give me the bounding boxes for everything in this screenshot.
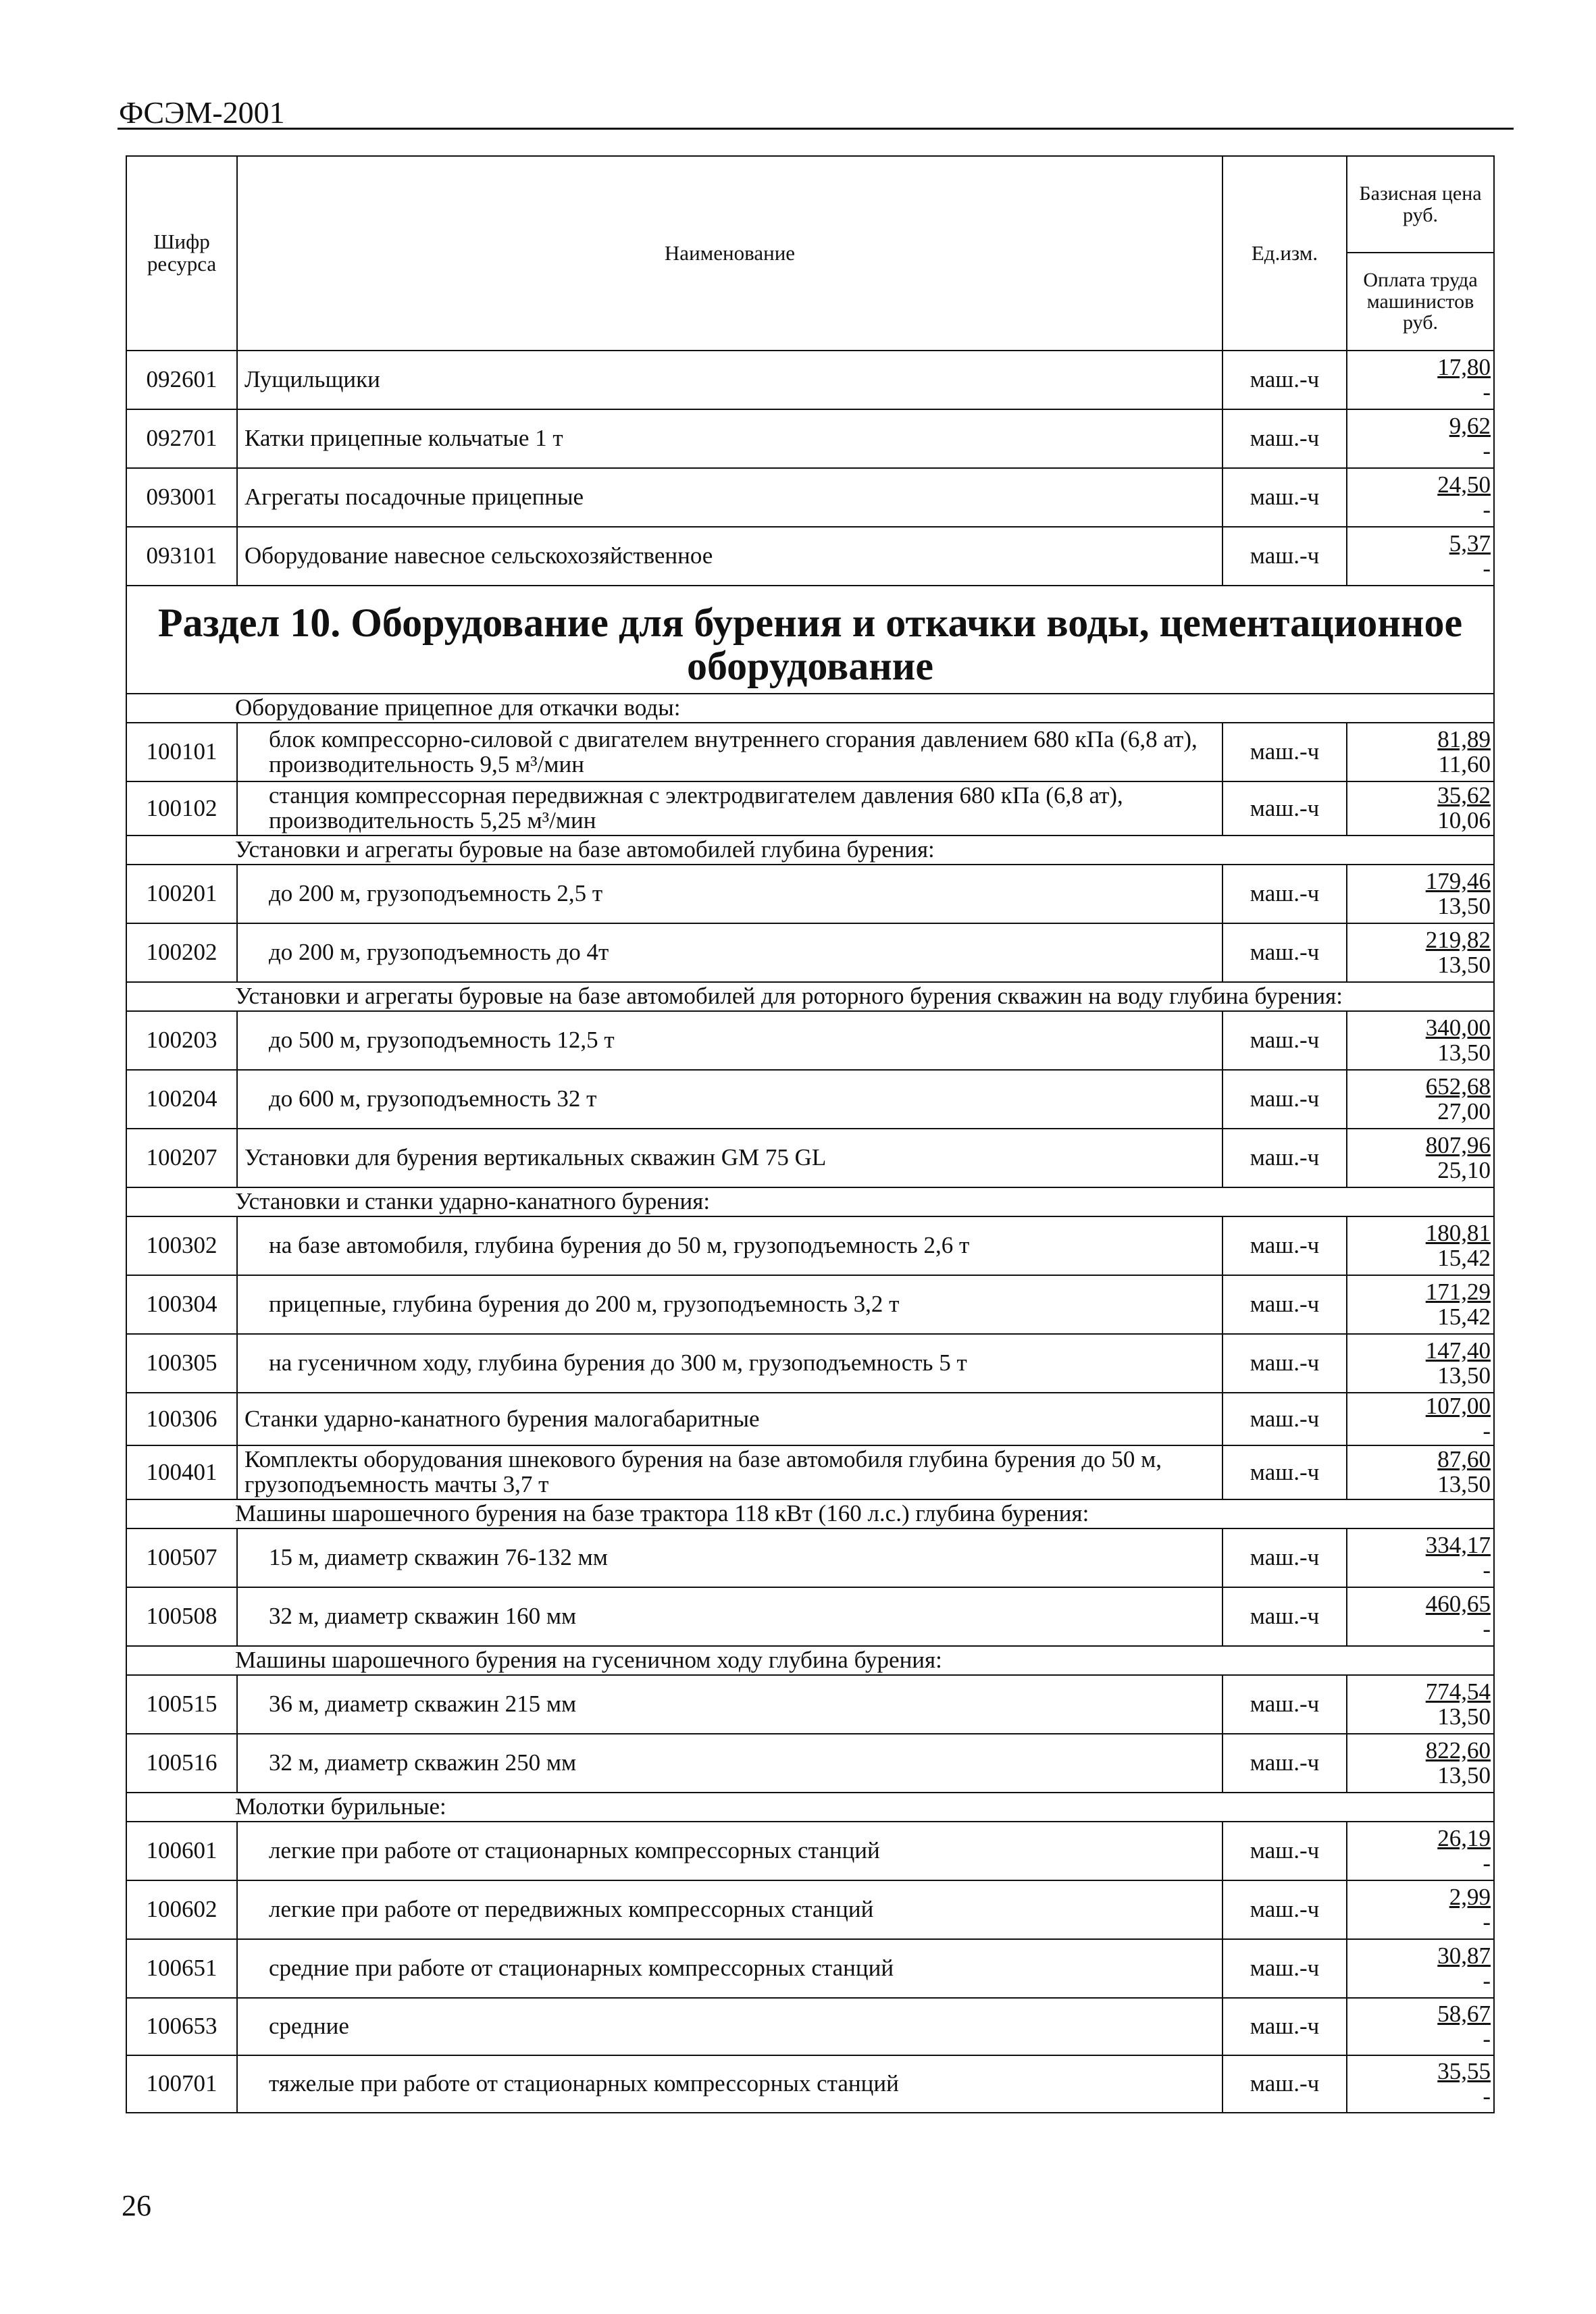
base-price: 460,65 — [1425, 1590, 1491, 1617]
base-price: 26,19 — [1437, 1824, 1491, 1851]
unit: маш.-ч — [1222, 1880, 1347, 1939]
unit: маш.-ч — [1222, 468, 1347, 527]
price-cell — [1347, 865, 1494, 923]
unit: маш.-ч — [1222, 2055, 1347, 2113]
resource-code: 100601 — [126, 1822, 237, 1880]
base-price: 107,00 — [1425, 1393, 1491, 1420]
table-row — [126, 1445, 1494, 1499]
price-cell — [1347, 1129, 1494, 1187]
unit: маш.-ч — [1222, 1011, 1347, 1070]
resource-name: Лущильщики — [237, 351, 1222, 409]
base-price: 30,87 — [1437, 1942, 1491, 1969]
table-row — [126, 1011, 1494, 1070]
resource-code: 100302 — [126, 1216, 237, 1275]
unit: маш.-ч — [1222, 527, 1347, 586]
operator-pay: 13,50 — [1437, 892, 1491, 919]
table-row — [126, 1675, 1494, 1734]
unit: маш.-ч — [1222, 1393, 1347, 1445]
resource-code: 093001 — [126, 468, 237, 527]
price-cell — [1347, 1822, 1494, 1880]
resource-code: 092601 — [126, 351, 237, 409]
resource-code: 100201 — [126, 865, 237, 923]
resource-code: 100701 — [126, 2055, 237, 2113]
table-row — [126, 1393, 1494, 1445]
unit: маш.-ч — [1222, 1998, 1347, 2055]
unit: маш.-ч — [1222, 351, 1347, 409]
base-price: 334,17 — [1425, 1531, 1491, 1558]
operator-pay: - — [1483, 1556, 1491, 1583]
resource-code: 100508 — [126, 1587, 237, 1646]
resource-name: легкие при работе от стационарных компрессорных станций — [237, 1822, 1222, 1880]
operator-pay: 10,06 — [1437, 807, 1491, 833]
price-cell — [1347, 1393, 1494, 1445]
group-title: Установки и агрегаты буровые на базе автомобилей для роторного бурения скважин на воду глубина бурения: — [126, 982, 1494, 1011]
resource-name: до 500 м, грузоподъемность 12,5 т — [237, 1011, 1222, 1070]
resource-code: 100207 — [126, 1129, 237, 1187]
resource-name: на гусеничном ходу, глубина бурения до 300 м, грузоподъемность 5 т — [237, 1334, 1222, 1393]
table-row — [126, 1070, 1494, 1129]
operator-pay: 25,10 — [1437, 1156, 1491, 1183]
unit: маш.-ч — [1222, 781, 1347, 835]
price-cell — [1347, 1587, 1494, 1646]
table-row — [126, 1880, 1494, 1939]
table-row — [126, 1587, 1494, 1646]
operator-pay: 15,42 — [1437, 1303, 1491, 1330]
resource-name: легкие при работе от передвижных компрессорных станций — [237, 1880, 1222, 1939]
operator-pay: - — [1483, 1908, 1491, 1935]
price-cell — [1347, 2055, 1494, 2113]
resource-code: 092701 — [126, 409, 237, 468]
base-price: 87,60 — [1437, 1446, 1491, 1473]
base-price: 35,55 — [1437, 2057, 1491, 2084]
base-price: 180,81 — [1425, 1219, 1491, 1246]
base-price: 774,54 — [1425, 1678, 1491, 1705]
price-cell — [1347, 1880, 1494, 1939]
unit: маш.-ч — [1222, 1216, 1347, 1275]
price-cell — [1347, 1998, 1494, 2055]
unit: маш.-ч — [1222, 1070, 1347, 1129]
price-cell — [1347, 468, 1494, 527]
operator-pay: 11,60 — [1438, 750, 1491, 777]
price-cell — [1347, 1070, 1494, 1129]
resource-name: блок компрессорно-силовой с двигателем внутреннего сгорания давлением 680 кПа (6,8 ат), производительность 9,5 м³/мин — [237, 723, 1222, 781]
operator-pay: - — [1483, 1615, 1491, 1642]
table-row — [126, 1129, 1494, 1187]
resource-name: тяжелые при работе от стационарных компрессорных станций — [237, 2055, 1222, 2113]
price-cell — [1347, 1939, 1494, 1998]
resource-code: 100516 — [126, 1734, 237, 1793]
unit: маш.-ч — [1222, 1334, 1347, 1393]
unit: маш.-ч — [1222, 1587, 1347, 1646]
table-row — [126, 1528, 1494, 1587]
unit: маш.-ч — [1222, 1275, 1347, 1334]
resource-name: 32 м, диаметр скважин 250 мм — [237, 1734, 1222, 1793]
operator-pay: - — [1483, 496, 1491, 523]
resource-name: до 600 м, грузоподъемность 32 т — [237, 1070, 1222, 1129]
resource-name: 36 м, диаметр скважин 215 мм — [237, 1675, 1222, 1734]
base-price: 5,37 — [1449, 530, 1491, 557]
resource-code: 100304 — [126, 1275, 237, 1334]
resource-code: 100305 — [126, 1334, 237, 1393]
unit: маш.-ч — [1222, 409, 1347, 468]
base-price: 652,68 — [1425, 1073, 1491, 1100]
operator-pay: 13,50 — [1437, 1362, 1491, 1389]
operator-pay: 13,50 — [1437, 1039, 1491, 1066]
operator-pay: - — [1483, 1418, 1491, 1444]
price-cell — [1347, 351, 1494, 409]
price-cell — [1347, 1334, 1494, 1393]
table-row — [126, 865, 1494, 923]
base-price: 340,00 — [1425, 1014, 1491, 1041]
resource-name: 15 м, диаметр скважин 76-132 мм — [237, 1528, 1222, 1587]
resource-code: 100653 — [126, 1998, 237, 2055]
base-price: 81,89 — [1437, 725, 1491, 752]
operator-pay: 13,50 — [1437, 1762, 1491, 1789]
price-cell — [1347, 1011, 1494, 1070]
operator-pay: 13,50 — [1437, 951, 1491, 978]
base-price: 17,80 — [1437, 353, 1491, 380]
resource-name: Катки прицепные кольчатые 1 т — [237, 409, 1222, 468]
table-row — [126, 2055, 1494, 2113]
group-title: Молотки бурильные: — [126, 1793, 1494, 1822]
table-row — [126, 527, 1494, 586]
header-code: Шифр ресурса — [126, 156, 237, 351]
resource-name: Оборудование навесное сельскохозяйственное — [237, 527, 1222, 586]
unit: маш.-ч — [1222, 723, 1347, 781]
page-number: 26 — [122, 2189, 151, 2222]
price-cell — [1347, 1445, 1494, 1499]
resource-name: до 200 м, грузоподъемность 2,5 т — [237, 865, 1222, 923]
document-header: ФСЭМ-2001 — [119, 95, 285, 130]
group-title: Машины шарошечного бурения на базе трактора 118 кВт (160 л.с.) глубина бурения: — [126, 1499, 1494, 1528]
resource-name: на базе автомобиля, глубина бурения до 50 м, грузоподъемность 2,6 т — [237, 1216, 1222, 1275]
resource-code: 100651 — [126, 1939, 237, 1998]
table-row — [126, 351, 1494, 409]
base-price: 179,46 — [1425, 867, 1491, 894]
header-rule — [118, 128, 1514, 130]
table-row — [126, 1216, 1494, 1275]
unit: маш.-ч — [1222, 1734, 1347, 1793]
price-cell — [1347, 527, 1494, 586]
resource-name: станция компрессорная передвижная с электродвигателем давления 680 кПа (6,8 ат), производительность 5,25 м³/мин — [237, 781, 1222, 835]
resource-code: 100202 — [126, 923, 237, 982]
base-price: 58,67 — [1437, 2000, 1491, 2027]
operator-pay: - — [1483, 1967, 1491, 1994]
group-title: Установки и станки ударно-канатного бурения: — [126, 1187, 1494, 1216]
base-price: 219,82 — [1425, 926, 1491, 953]
price-cell — [1347, 1528, 1494, 1587]
base-price: 35,62 — [1437, 782, 1491, 809]
operator-pay: 13,50 — [1437, 1703, 1491, 1730]
base-price: 24,50 — [1437, 471, 1491, 498]
resource-name: средние при работе от стационарных компрессорных станций — [237, 1939, 1222, 1998]
price-cell — [1347, 1275, 1494, 1334]
operator-pay: - — [1483, 2082, 1491, 2109]
base-price: 147,40 — [1425, 1337, 1491, 1364]
operator-pay: - — [1483, 555, 1491, 582]
resource-code: 100507 — [126, 1528, 237, 1587]
resource-name: средние — [237, 1998, 1222, 2055]
unit: маш.-ч — [1222, 1528, 1347, 1587]
table-row — [126, 1734, 1494, 1793]
resource-name: Агрегаты посадочные прицепные — [237, 468, 1222, 527]
unit: маш.-ч — [1222, 1445, 1347, 1499]
resource-code: 100204 — [126, 1070, 237, 1129]
resource-code: 100401 — [126, 1445, 237, 1499]
price-cell — [1347, 781, 1494, 835]
resource-name: Установки для бурения вертикальных скважин GM 75 GL — [237, 1129, 1222, 1187]
price-cell — [1347, 1216, 1494, 1275]
operator-pay: - — [1483, 437, 1491, 464]
resource-code: 100515 — [126, 1675, 237, 1734]
resource-code: 100306 — [126, 1393, 237, 1445]
table-row — [126, 781, 1494, 835]
table-row — [126, 409, 1494, 468]
table-row — [126, 1822, 1494, 1880]
section-title: Раздел 10. Оборудование для бурения и откачки воды, цементационное оборудование — [126, 586, 1494, 694]
base-price: 2,99 — [1449, 1883, 1491, 1910]
resource-name: 32 м, диаметр скважин 160 мм — [237, 1587, 1222, 1646]
resource-code: 093101 — [126, 527, 237, 586]
unit: маш.-ч — [1222, 865, 1347, 923]
base-price: 807,96 — [1425, 1131, 1491, 1158]
resource-code: 100203 — [126, 1011, 237, 1070]
group-title: Установки и агрегаты буровые на базе автомобилей глубина бурения: — [126, 835, 1494, 865]
unit: маш.-ч — [1222, 923, 1347, 982]
table-row — [126, 1275, 1494, 1334]
resource-code: 100602 — [126, 1880, 237, 1939]
base-price: 171,29 — [1425, 1278, 1491, 1305]
resource-code: 100101 — [126, 723, 237, 781]
price-table — [126, 155, 1495, 2113]
operator-pay: - — [1483, 1849, 1491, 1876]
resource-name: Станки ударно-канатного бурения малогабаритные — [237, 1393, 1222, 1445]
group-title: Оборудование прицепное для откачки воды: — [126, 694, 1494, 723]
operator-pay: 15,42 — [1437, 1244, 1491, 1271]
price-cell — [1347, 723, 1494, 781]
price-cell — [1347, 923, 1494, 982]
table-row — [126, 468, 1494, 527]
unit: маш.-ч — [1222, 1939, 1347, 1998]
base-price: 822,60 — [1425, 1737, 1491, 1764]
operator-pay: 13,50 — [1437, 1471, 1491, 1497]
price-cell — [1347, 1734, 1494, 1793]
table-row — [126, 1334, 1494, 1393]
unit: маш.-ч — [1222, 1129, 1347, 1187]
resource-name: прицепные, глубина бурения до 200 м, грузоподъемность 3,2 т — [237, 1275, 1222, 1334]
operator-pay: 27,00 — [1437, 1098, 1491, 1125]
header-base-price: Базисная цена руб. — [1347, 156, 1494, 253]
table-row — [126, 723, 1494, 781]
price-cell — [1347, 1675, 1494, 1734]
unit: маш.-ч — [1222, 1675, 1347, 1734]
resource-code: 100102 — [126, 781, 237, 835]
operator-pay: - — [1483, 378, 1491, 405]
base-price: 9,62 — [1449, 412, 1491, 439]
price-cell — [1347, 409, 1494, 468]
header-operator-pay: Оплата труда машинистов руб. — [1347, 253, 1494, 351]
header-unit: Ед.изм. — [1222, 156, 1347, 351]
table-row — [126, 1998, 1494, 2055]
unit: маш.-ч — [1222, 1822, 1347, 1880]
table-row — [126, 923, 1494, 982]
header-name: Наименование — [237, 156, 1222, 351]
group-title: Машины шарошечного бурения на гусеничном ходу глубина бурения: — [126, 1646, 1494, 1675]
resource-name: Комплекты оборудования шнекового бурения на базе автомобиля глубина бурения до 50 м, грузоподъемность мачты 3,7 т — [237, 1445, 1222, 1499]
resource-name: до 200 м, грузоподъемность до 4т — [237, 923, 1222, 982]
table-row — [126, 1939, 1494, 1998]
operator-pay: - — [1483, 2025, 1491, 2052]
